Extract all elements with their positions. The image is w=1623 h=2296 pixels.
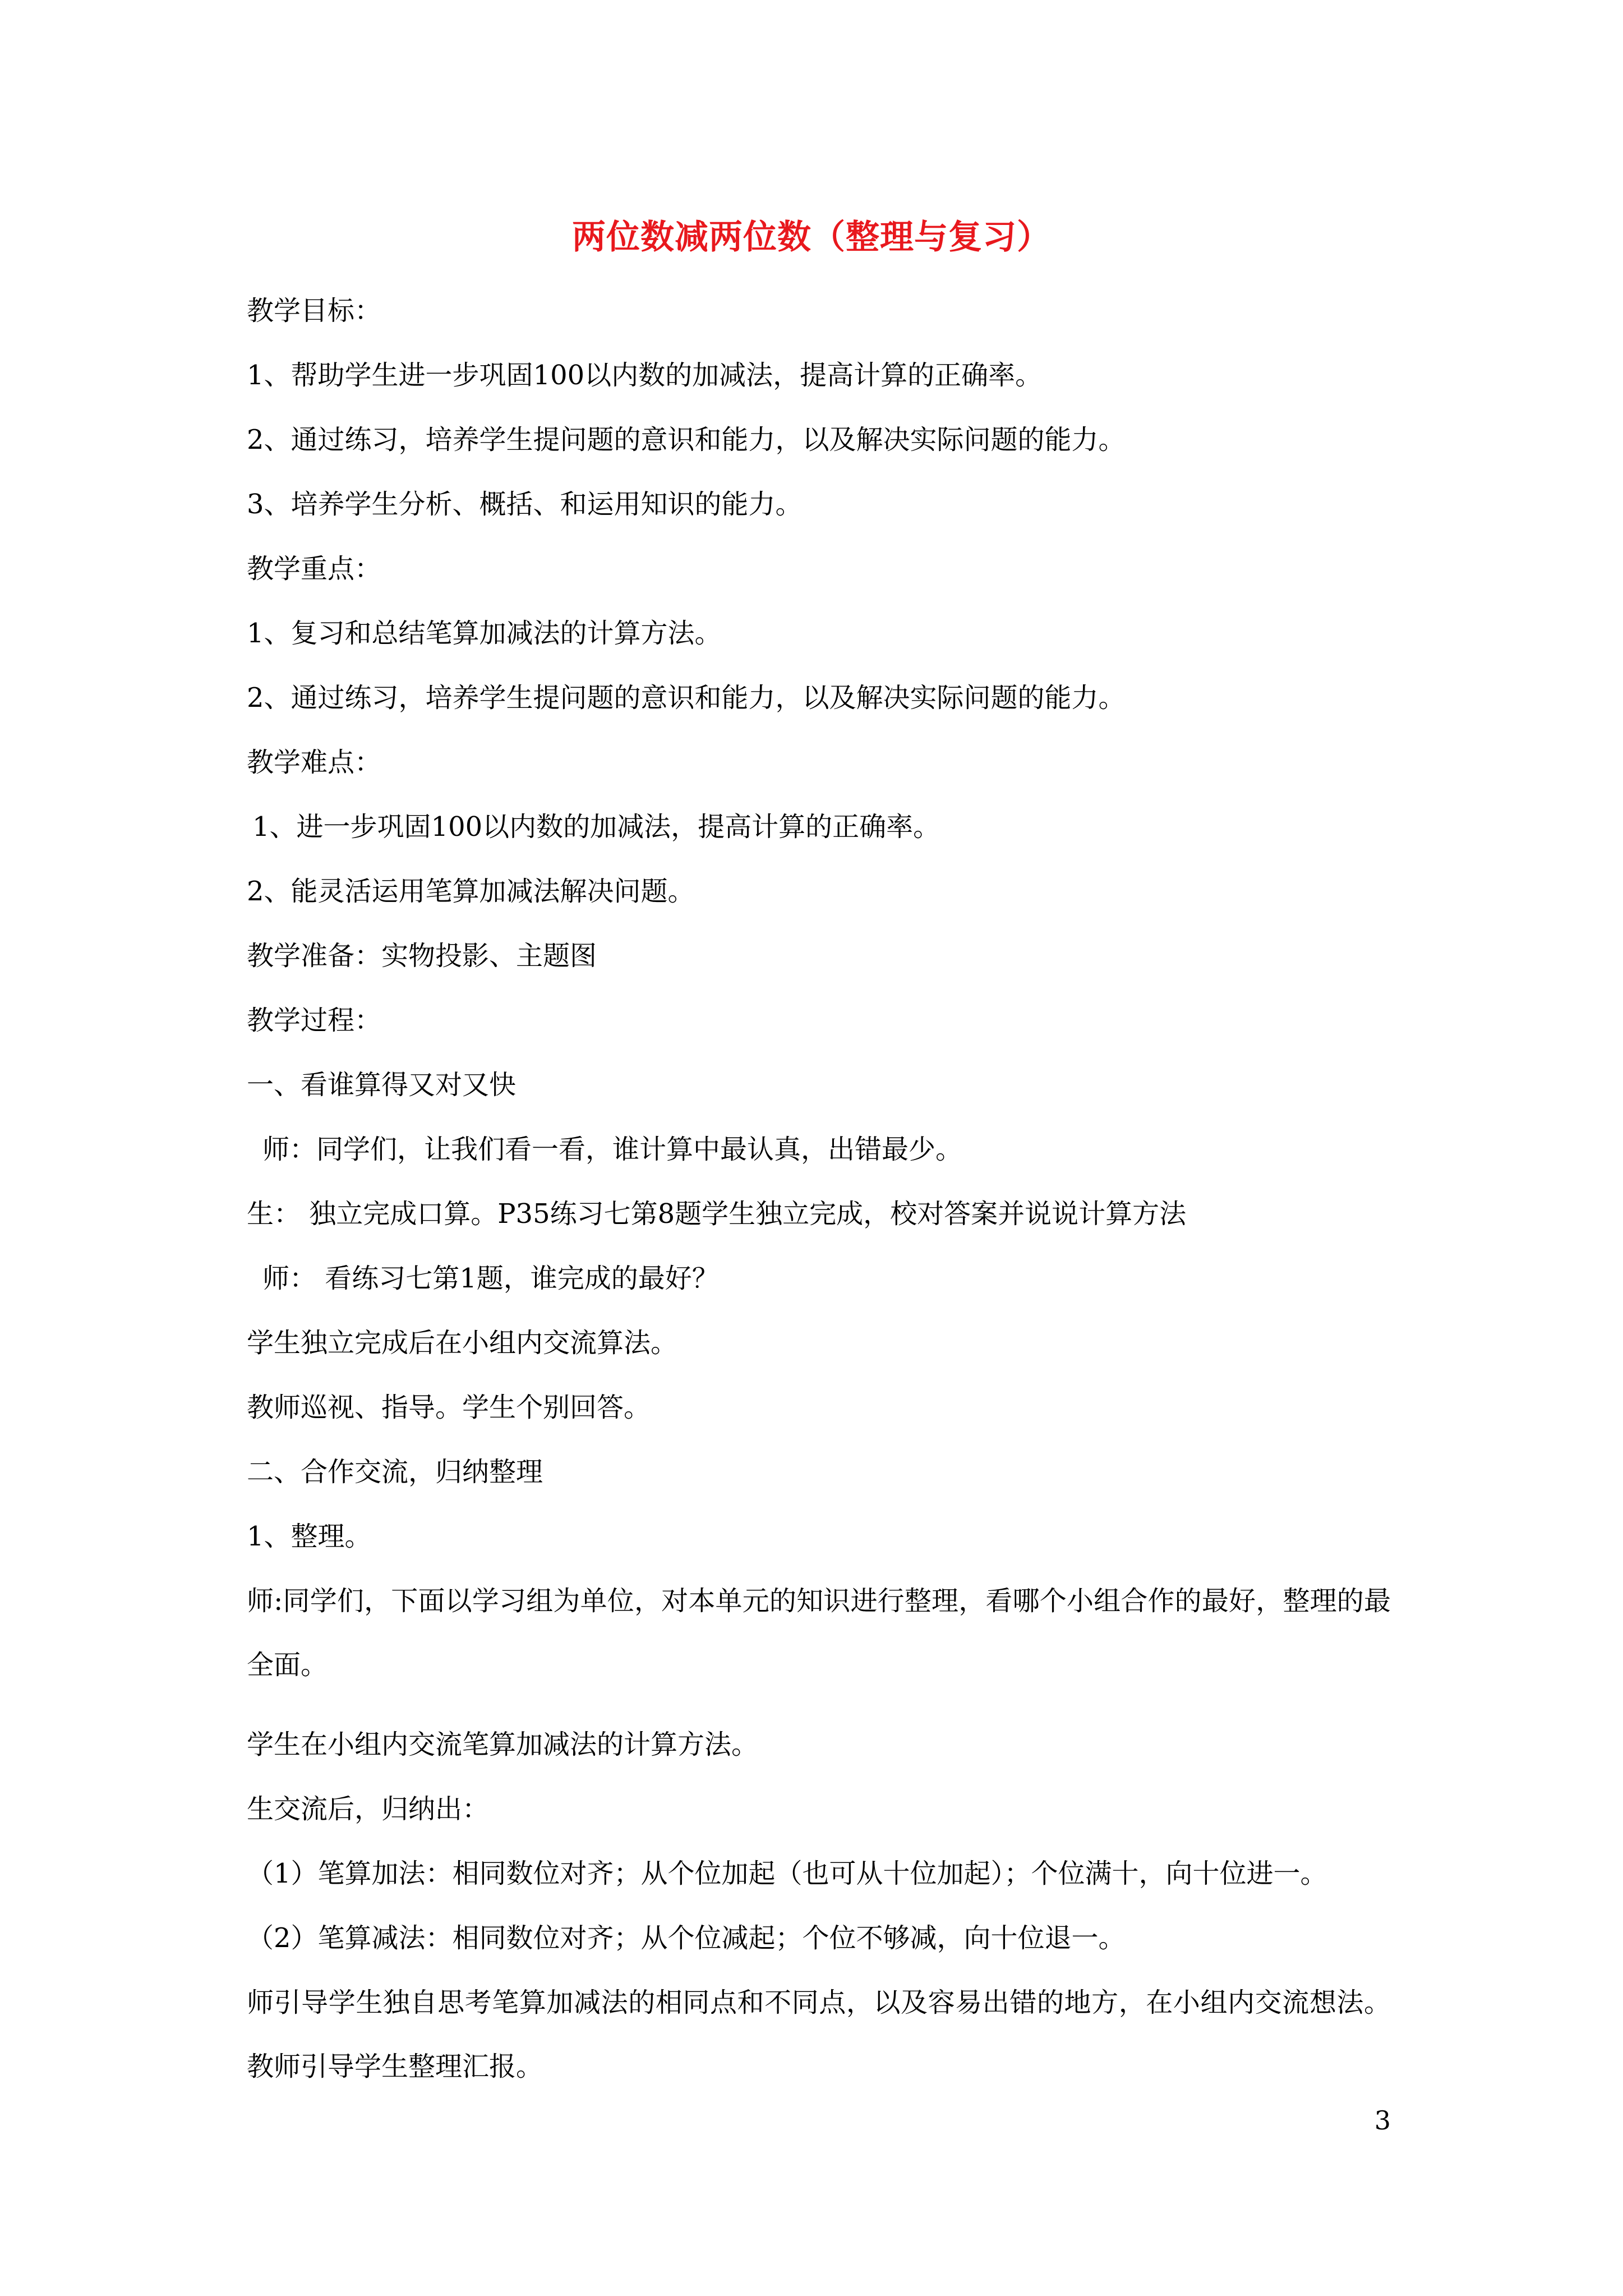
document-body bbox=[247, 294, 1391, 2129]
paragraph: 2、能灵活运用笔算加减法解决问题。 bbox=[247, 876, 695, 907]
paragraph: 2、通过练习，培养学生提问题的意识和能力，以及解决实际问题的能力。 bbox=[247, 424, 1126, 455]
paragraph: （1）笔算加法：相同数位对齐；从个位加起（也可从十位加起）；个位满十，向十位进一。 bbox=[247, 1858, 1327, 1889]
paragraph: 生交流后，归纳出： bbox=[247, 1793, 490, 1825]
paragraph: 学生在小组内交流笔算加减法的计算方法。 bbox=[247, 1729, 759, 1760]
page-number: 3 bbox=[1374, 2105, 1391, 2136]
paragraph: 师：同学们，让我们看一看，谁计算中最认真，出错最少。 bbox=[262, 1134, 963, 1165]
section-heading: 教学重点： bbox=[247, 553, 382, 585]
paragraph: 师引导学生独自思考笔算加减法的相同点和不同点，以及容易出错的地方，在小组内交流想法。教师引导学生整理汇报。 bbox=[247, 1987, 1391, 2082]
paragraph: 1、进一步巩固100以内数的加减法，提高计算的正确率。 bbox=[252, 811, 940, 843]
paragraph: 1、复习和总结笔算加减法的计算方法。 bbox=[247, 618, 722, 649]
paragraph: 师:同学们，下面以学习组为单位，对本单元的知识进行整理，看哪个小组合作的最好，整理的最全面。 bbox=[247, 1585, 1391, 1681]
subsection-heading: 二、合作交流，归纳整理 bbox=[247, 1456, 543, 1488]
paragraph: 教师巡视、指导。学生个别回答。 bbox=[247, 1392, 651, 1423]
paragraph: 学生独立完成后在小组内交流算法。 bbox=[247, 1327, 678, 1359]
subsection-heading: 一、看谁算得又对又快 bbox=[247, 1069, 517, 1101]
paragraph: 生： 独立完成口算。P35练习七第8题学生独立完成，校对答案并说说计算方法 bbox=[247, 1198, 1187, 1230]
section-heading: 教学过程： bbox=[247, 1005, 382, 1036]
paragraph: 教学准备：实物投影、主题图 bbox=[247, 940, 597, 972]
section-heading: 教学难点： bbox=[247, 747, 382, 778]
document-title: 两位数减两位数（整理与复习） bbox=[572, 218, 1051, 257]
paragraph: 1、帮助学生进一步巩固100以内数的加减法，提高计算的正确率。 bbox=[247, 360, 1043, 391]
paragraph: 3、培养学生分析、概括、和运用知识的能力。 bbox=[247, 489, 803, 520]
section-heading: 教学目标： bbox=[247, 295, 382, 326]
paragraph: 2、通过练习，培养学生提问题的意识和能力，以及解决实际问题的能力。 bbox=[247, 682, 1126, 714]
paragraph: 师： 看练习七第1题，谁完成的最好？ bbox=[262, 1263, 719, 1294]
paragraph: （2）笔算减法：相同数位对齐；从个位减起；个位不够减，向十位退一。 bbox=[247, 1922, 1126, 1954]
paragraph: 1、整理。 bbox=[247, 1521, 372, 1552]
